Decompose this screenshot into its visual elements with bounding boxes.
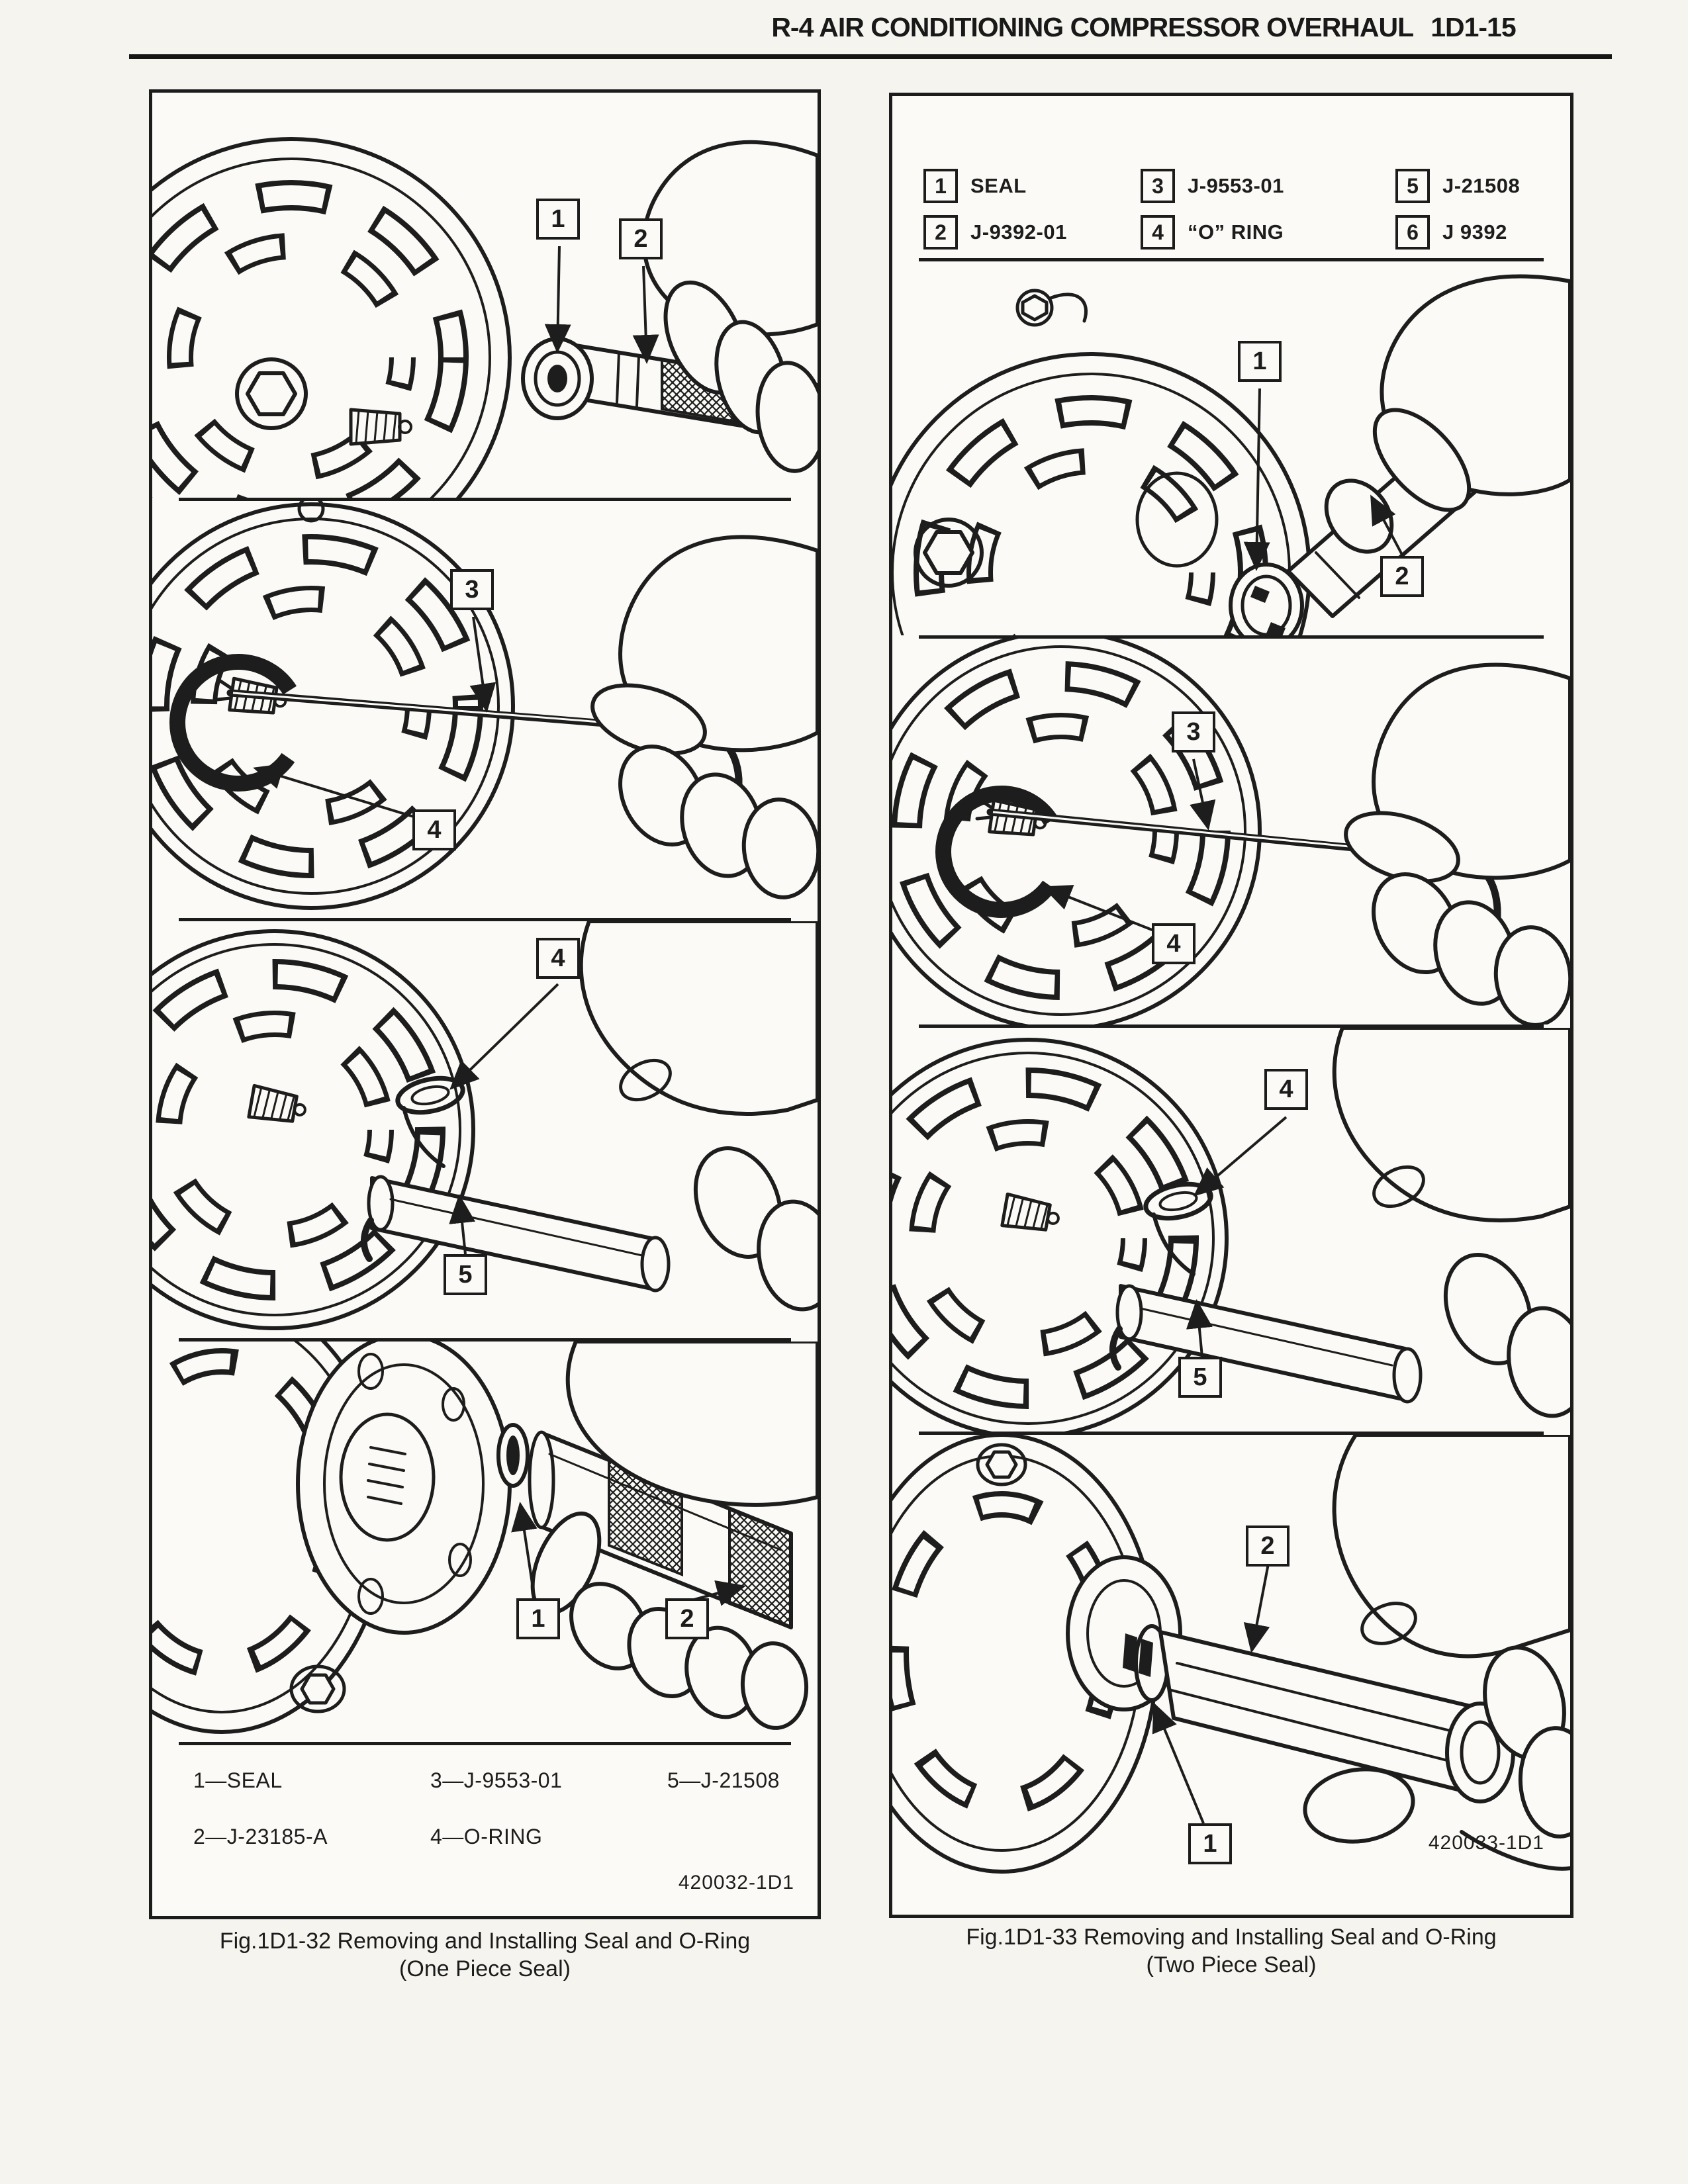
oring-removal-illustration	[892, 639, 1570, 1024]
panel-seal-installer	[152, 1342, 818, 1742]
figure-caption	[889, 1923, 1573, 1979]
illustration-number: 420033-1D1	[1428, 1832, 1544, 1854]
page-number: 1D1-15	[1430, 12, 1516, 42]
oring-removal-illustration	[152, 501, 818, 918]
callout-box: 1	[1188, 1823, 1232, 1864]
callout-box: 4	[1264, 1069, 1308, 1110]
callout-box: 1	[536, 199, 580, 240]
callout-box: 2	[619, 218, 663, 259]
callout-box: 4	[412, 809, 456, 850]
callout-box: 2	[665, 1598, 709, 1639]
legend-num-box: 1	[923, 169, 958, 203]
legend-item: 1—SEAL	[193, 1768, 283, 1792]
legend-item: 5—J-21508	[667, 1768, 780, 1792]
callout-box: 1	[516, 1598, 560, 1639]
page-title: R-4 AIR CONDITIONING COMPRESSOR OVERHAUL	[771, 12, 1414, 42]
legend-num-box: 5	[1395, 169, 1430, 203]
header-rule	[129, 54, 1612, 59]
caption-line: Fig.1D1-33 Removing and Installing Seal and O-Ring	[966, 1925, 1497, 1950]
legend-label: SEAL	[970, 174, 1027, 197]
threaded-shaft-icon	[1002, 1194, 1061, 1235]
compressor-clutch-face-icon	[152, 139, 510, 498]
caption-line: Fig.1D1-32 Removing and Installing Seal and O-Ring	[219, 1929, 751, 1954]
figure-1d1-32	[149, 89, 821, 1919]
legend-num-box: 4	[1141, 215, 1175, 250]
compressor-clutch-face-icon	[152, 931, 473, 1328]
panel-seal-remover-two-piece	[892, 261, 1570, 635]
callout-box: 3	[1172, 711, 1215, 752]
hand-icon	[1300, 1435, 1570, 1869]
threaded-shaft-icon	[351, 410, 411, 444]
callout-box: 4	[1152, 923, 1196, 964]
legend-num-box: 3	[1141, 169, 1175, 203]
legend-item: 4—O-RING	[430, 1825, 543, 1848]
legend-label: “O” RING	[1188, 220, 1284, 244]
hand-icon	[1337, 664, 1570, 1024]
threaded-shaft-icon	[249, 1085, 308, 1126]
callout-box: 4	[536, 938, 580, 979]
legend-num-box: 6	[1395, 215, 1430, 250]
callout-box: 5	[444, 1254, 487, 1295]
page-header	[599, 12, 1688, 43]
panel-oring-installer	[892, 1028, 1570, 1432]
legend-item: 2—J-23185-A	[193, 1825, 328, 1848]
panel-oring-removal	[152, 501, 818, 918]
compressor-pulley-icon	[152, 1342, 510, 1732]
panel-seal-installer	[892, 1435, 1570, 1915]
figure-caption	[149, 1927, 821, 1983]
seal-remover-illustration	[152, 93, 818, 498]
figure-1d1-33	[889, 93, 1573, 1918]
hand-icon	[584, 537, 818, 901]
callout-box: 1	[1238, 341, 1282, 382]
oring-installer-illustration	[892, 1028, 1570, 1432]
caption-line: (Two Piece Seal)	[1146, 1952, 1317, 1978]
compressor-clutch-face-icon	[892, 1040, 1227, 1432]
panel-divider	[179, 1742, 791, 1745]
seal-remover-illustration	[892, 261, 1570, 635]
hex-bolt-icon	[237, 359, 306, 428]
callout-box: 5	[1178, 1357, 1222, 1398]
legend-label: J-21508	[1442, 174, 1521, 197]
panel-oring-installer	[152, 921, 818, 1338]
bolt-clip-icon	[1017, 291, 1086, 325]
legend-item: 3—J-9553-01	[430, 1768, 563, 1792]
panel-seal-remover-one-piece	[152, 93, 818, 498]
panel-oring-removal	[892, 639, 1570, 1024]
legend-label: J-9553-01	[1188, 174, 1284, 197]
callout-box: 2	[1380, 556, 1424, 597]
seal-installer-illustration	[152, 1342, 818, 1742]
callout-box: 3	[450, 569, 494, 610]
caption-line: (One Piece Seal)	[399, 1956, 571, 1981]
legend-num-box: 2	[923, 215, 958, 250]
legend-label: J-9392-01	[970, 220, 1067, 244]
callout-box: 2	[1246, 1525, 1289, 1567]
legend-label: J 9392	[1442, 220, 1507, 244]
illustration-number: 420032-1D1	[678, 1872, 794, 1893]
